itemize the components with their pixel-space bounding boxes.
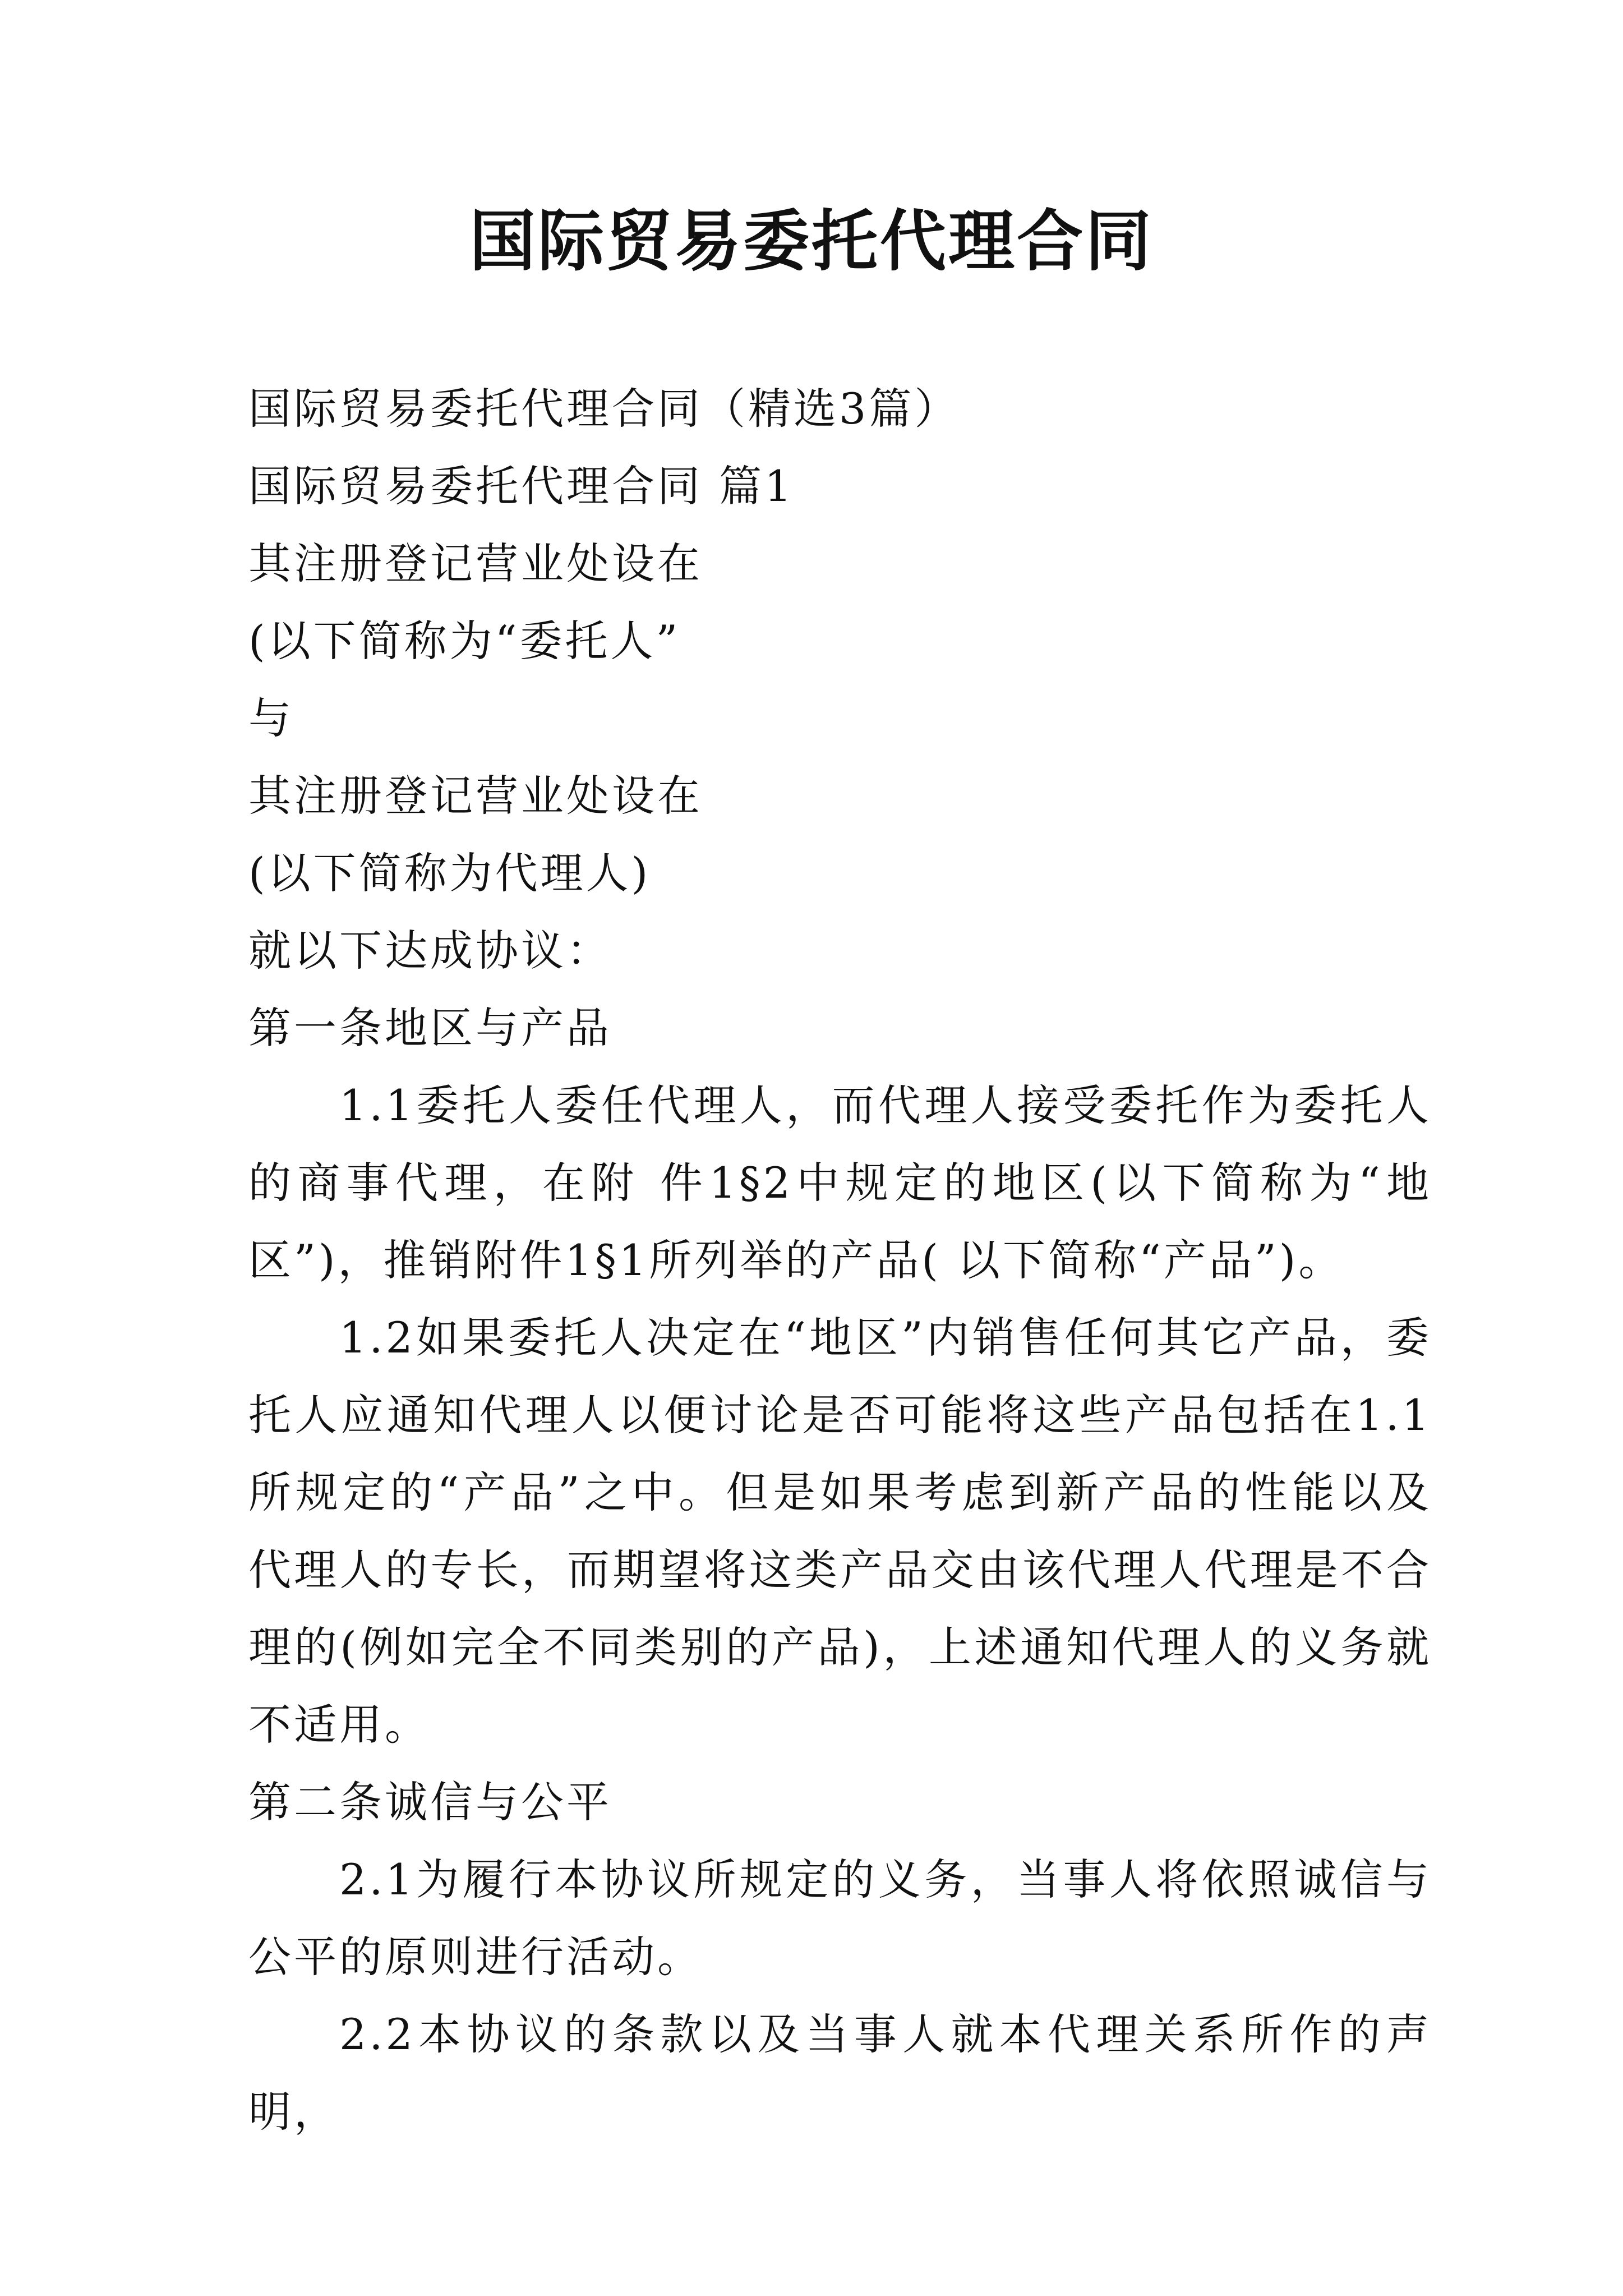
text-line: 其注册登记营业处设在 — [248, 539, 703, 588]
document-title: 国际贸易委托代理合同 — [469, 202, 1154, 280]
text-line: 其注册登记营业处设在 — [248, 771, 703, 821]
text-line: 国际贸易委托代理合同 篇1 — [248, 461, 795, 511]
text-line: 与 — [248, 693, 294, 743]
text-line: 就以下达成协议： — [248, 926, 612, 976]
clause-paragraph: 2.2本协议的条款以及当事人就本代理关系所作的声明， — [248, 2009, 1432, 2137]
text-line: 国际贸易委托代理合同（精选3篇） — [248, 384, 960, 434]
section-heading: 第一条地区与产品 — [248, 1003, 612, 1053]
clause-paragraph: 1.1委托人委任代理人，而代理人接受委托作为委托人的商事代理，在附 件1§2中规定的地区(以下简称为“地区”)，推销附件1§1所列举的产品( 以下简称“产品”)。 — [248, 1080, 1432, 1285]
clause-paragraph: 2.1为履行本协议所规定的义务，当事人将依照诚信与公平的原则进行活动。 — [248, 1855, 1432, 1982]
section-heading: 第二条诚信与公平 — [248, 1777, 612, 1827]
text-line: (以下简称为“委托人” — [248, 616, 681, 666]
clause-paragraph: 1.2如果委托人决定在“地区”内销售任何其它产品，委托人应通知代理人以便讨论是否可能将这些产品包括在1.1所规定的“产品”之中。但是如果考虑到新产品的性能以及代理人的专长，而期望将这类产品交由该代理人代理是不合理的(例如完全不同类别的产品)，上述通知代理人的义务就不适用。 — [248, 1313, 1432, 1750]
document-body — [248, 370, 1432, 2151]
text-line: (以下简称为代理人) — [248, 848, 651, 898]
